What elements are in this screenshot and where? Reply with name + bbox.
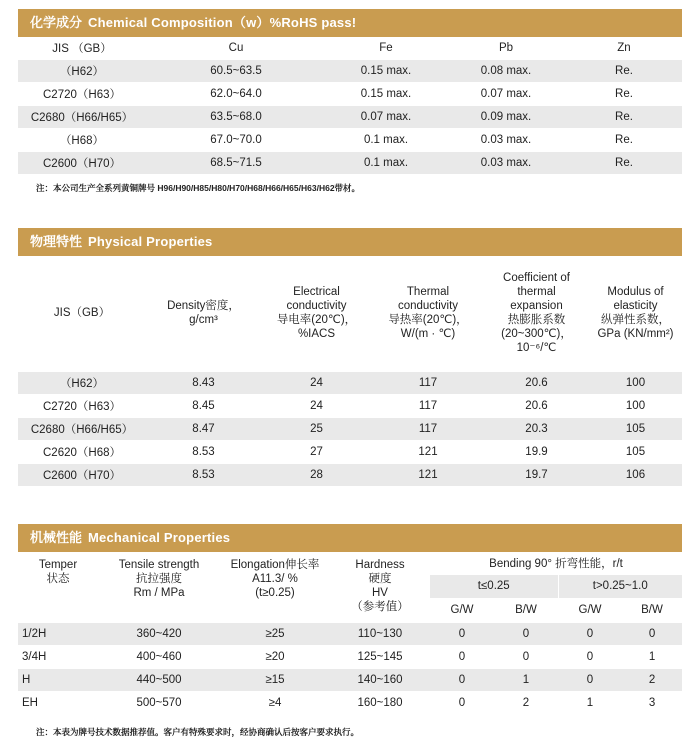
physical-header-thermal [372,256,484,371]
mechanical-cell: ≥25 [220,622,330,645]
mechanical-header-bw-2: B/W [622,598,682,622]
physical-cell: C2680（H66/H65） [18,417,146,440]
physical-cell: 8.43 [146,371,261,394]
physical-cell: 117 [372,371,484,394]
mechanical-cell: 1/2H [18,622,98,645]
physical-cell: 117 [372,417,484,440]
mechanical-cell: 125~145 [330,645,430,668]
physical-title-en: Physical Properties [88,234,213,249]
mechanical-cell: 0 [430,622,494,645]
physical-row [18,440,682,463]
chemical-header-zn: Zn [566,37,682,59]
physical-cell: 25 [261,417,372,440]
chemical-cell: 62.0~64.0 [146,82,326,105]
mechanical-cell: 1 [622,645,682,668]
chemical-cell: Re. [566,82,682,105]
mechanical-table-wrapper [18,552,682,715]
physical-header-electrical [261,256,372,371]
physical-row [18,371,682,394]
mechanical-cell: 0 [558,622,622,645]
physical-cell: 24 [261,371,372,394]
chemical-cell: 0.1 max. [326,151,446,174]
physical-header-expansion-text: Coefficient of thermal expansion 热膨胀系数 (20~300℃)， 10⁻⁶/℃ [501,272,572,355]
mechanical-row [18,645,682,668]
mechanical-cell: 0 [558,645,622,668]
physical-cell: 121 [372,440,484,463]
physical-header-density [146,256,261,371]
mechanical-cell: 0 [430,668,494,691]
chemical-row [18,59,682,82]
physical-cell: 24 [261,394,372,417]
chemical-row [18,128,682,151]
chemical-cell: 0.09 max. [446,105,566,128]
mechanical-cell: 1 [558,691,622,714]
chemical-cell: C2720（H63） [18,82,146,105]
mechanical-cell: 0 [622,622,682,645]
chemical-row [18,82,682,105]
mechanical-cell: 0 [430,691,494,714]
mechanical-cell: 360~420 [98,622,220,645]
chemical-cell: 63.5~68.0 [146,105,326,128]
chemical-cell: 60.5~63.5 [146,59,326,82]
chemical-cell: Re. [566,59,682,82]
mechanical-row [18,622,682,645]
physical-header-row [18,256,682,371]
mechanical-row [18,691,682,714]
mechanical-cell: 160~180 [330,691,430,714]
mechanical-note: 注：本表为牌号技术数据推荐值。客户有特殊要求时，经协商确认后按客户要求执行。 [36,727,360,737]
physical-cell: 121 [372,463,484,486]
chemical-row [18,151,682,174]
physical-header-modulus-text: Modulus of elasticity 纵弹性系数， GPa (KN/mm²) [597,286,674,341]
mechanical-header-hardness-text: Hardness 硬度 HV （参考值） [351,559,409,613]
physical-table-wrapper [18,256,682,487]
physical-cell: 8.45 [146,394,261,417]
physical-row [18,417,682,440]
mechanical-header-thin: t≤0.25 [430,574,558,598]
chemical-section-banner [18,9,682,37]
physical-cell: 105 [589,417,682,440]
mechanical-header-elongation [220,552,330,622]
chemical-cell: （H62） [18,59,146,82]
mechanical-header-thick: t>0.25~1.0 [558,574,682,598]
physical-row [18,394,682,417]
mechanical-cell: ≥20 [220,645,330,668]
chemical-header-jis: JIS （GB） [18,37,146,59]
chemical-cell: 0.03 max. [446,128,566,151]
mechanical-title-cn: 机械性能 [30,530,83,545]
chemical-table [18,37,682,175]
mechanical-section-banner [18,524,682,552]
mechanical-header-tensile-text: Tensile strength 抗拉强度 Rm / MPa [118,559,200,599]
mechanical-cell: 2 [622,668,682,691]
chemical-cell: 0.15 max. [326,59,446,82]
mechanical-cell: 140~160 [330,668,430,691]
chemical-header-pb: Pb [446,37,566,59]
physical-cell: C2720（H63） [18,394,146,417]
chemical-header-cu: Cu [146,37,326,59]
mechanical-cell: 2 [494,691,558,714]
chemical-cell: Re. [566,128,682,151]
physical-cell: 8.47 [146,417,261,440]
mechanical-cell: 400~460 [98,645,220,668]
chemical-cell: 0.1 max. [326,128,446,151]
chemical-cell: 0.03 max. [446,151,566,174]
physical-header-jis-text: JIS（GB） [53,307,111,320]
physical-row [18,463,682,486]
physical-cell: （H62） [18,371,146,394]
physical-cell: C2600（H70） [18,463,146,486]
chemical-cell: 68.5~71.5 [146,151,326,174]
chemical-cell: C2680（H66/H65） [18,105,146,128]
mechanical-cell: ≥4 [220,691,330,714]
physical-table [18,256,682,487]
mechanical-cell: 0 [494,622,558,645]
chemical-cell: 67.0~70.0 [146,128,326,151]
mechanical-cell: 3 [622,691,682,714]
physical-cell: 20.3 [484,417,589,440]
physical-title-cn: 物理特性 [30,234,83,249]
physical-header-modulus [589,256,682,371]
chemical-cell: Re. [566,151,682,174]
mechanical-cell: 0 [558,668,622,691]
mechanical-cell: 3/4H [18,645,98,668]
physical-cell: 19.9 [484,440,589,463]
mechanical-header-elongation-text: Elongation伸长率 A11.3/ % (t≥0.25) [230,559,320,599]
mechanical-cell: 110~130 [330,622,430,645]
mechanical-cell: H [18,668,98,691]
chemical-cell: （H68） [18,128,146,151]
physical-cell: 20.6 [484,394,589,417]
mechanical-cell: 440~500 [98,668,220,691]
mechanical-header-tensile [98,552,220,622]
physical-cell: 20.6 [484,371,589,394]
mechanical-cell: 1 [494,668,558,691]
mechanical-cell: EH [18,691,98,714]
chemical-header-fe: Fe [326,37,446,59]
physical-cell: 28 [261,463,372,486]
mechanical-table [18,552,682,715]
physical-cell: 8.53 [146,463,261,486]
physical-header-density-text: Density密度， g/cm³ [167,300,240,327]
chemical-header-row [18,37,682,59]
mechanical-cell: 500~570 [98,691,220,714]
mechanical-header-hardness [330,552,430,622]
chemical-title-cn: 化学成分 [30,15,83,30]
physical-section-banner [18,228,682,256]
physical-cell: 8.53 [146,440,261,463]
chemical-cell: Re. [566,105,682,128]
mechanical-header-temper [18,552,98,622]
physical-header-jis [18,256,146,371]
physical-cell: 100 [589,394,682,417]
physical-cell: C2620（H68） [18,440,146,463]
mechanical-title-en: Mechanical Properties [88,530,231,545]
mechanical-header-temper-text: Temper 状态 [38,559,78,585]
physical-cell: 100 [589,371,682,394]
physical-header-thermal-text: Thermal conductivity 导热率(20℃)， W/(m · ℃) [388,286,468,341]
mechanical-cell: 0 [494,645,558,668]
chemical-cell: 0.08 max. [446,59,566,82]
physical-cell: 117 [372,394,484,417]
chemical-cell: 0.15 max. [326,82,446,105]
chemical-cell: 0.07 max. [446,82,566,105]
mechanical-header-gw-1: G/W [430,598,494,622]
mechanical-cell: ≥15 [220,668,330,691]
chemical-table-wrapper [18,37,682,175]
mechanical-cell: 0 [430,645,494,668]
mechanical-row [18,668,682,691]
physical-cell: 19.7 [484,463,589,486]
mechanical-header-gw-2: G/W [558,598,622,622]
physical-cell: 105 [589,440,682,463]
physical-header-electrical-text: Electrical conductivity 导电率(20℃)， %IACS [276,286,357,341]
mechanical-header-bending: Bending 90° 折弯性能，r/t [430,552,682,574]
chemical-title-en: Chemical Composition（w）%RoHS pass! [88,15,357,30]
chemical-cell: 0.07 max. [326,105,446,128]
physical-cell: 27 [261,440,372,463]
physical-cell: 106 [589,463,682,486]
chemical-note: 注：本公司生产全系列黄铜牌号 H96/H90/H85/H80/H70/H68/H66/H65/H63/H62带材。 [36,183,361,193]
mechanical-header-row-1 [18,552,682,574]
physical-header-expansion [484,256,589,371]
chemical-cell: C2600（H70） [18,151,146,174]
mechanical-header-bw-1: B/W [494,598,558,622]
chemical-row [18,105,682,128]
